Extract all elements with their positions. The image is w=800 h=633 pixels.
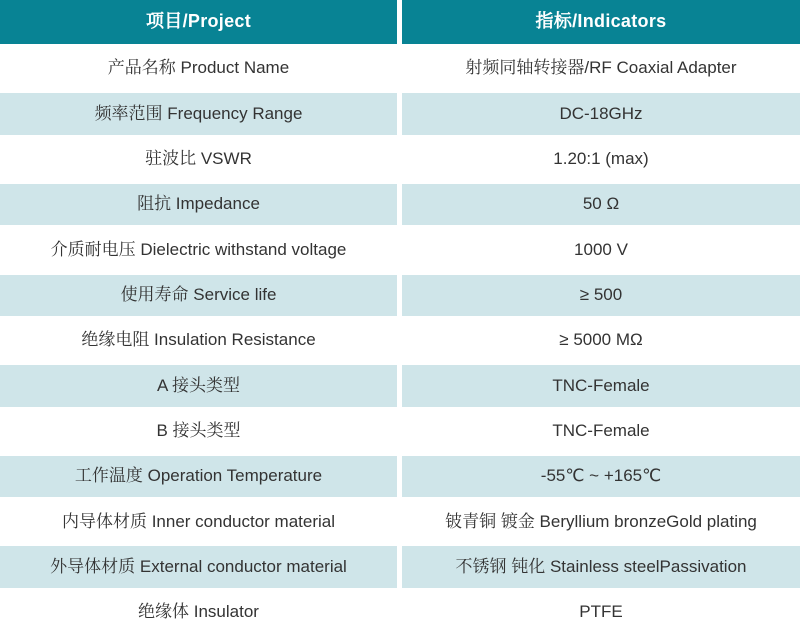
indicator-value: 50 Ω [582,194,620,214]
indicator-cell [402,546,800,587]
indicator-cell [402,411,800,452]
project-cell [0,592,397,633]
project-cell [0,275,397,316]
project-label: 频率范围 Frequency Range [94,103,303,123]
indicator-value: 射频同轴转接器/RF Coaxial Adapter [465,58,737,78]
indicator-value: PTFE [579,602,623,622]
table-row [0,456,800,497]
project-label: 阻抗 Impedance [137,194,260,214]
project-cell [0,184,397,225]
project-cell [0,93,397,134]
header-cell-project: 项目/Project [0,0,397,44]
project-label: 产品名称 Product Name [107,58,290,78]
project-cell [0,546,397,587]
indicator-value: DC-18GHz [559,103,643,123]
indicator-value: 铍青铜 镀金 Beryllium bronzeGold plating [445,511,757,531]
table-row [0,275,800,316]
indicator-cell [402,456,800,497]
project-cell [0,139,397,180]
indicator-cell [402,320,800,361]
indicator-cell [402,592,800,633]
table-row [0,411,800,452]
project-cell [0,48,397,89]
table-header-row [0,0,800,44]
project-cell [0,411,397,452]
project-label: 使用寿命 Service life [120,285,277,305]
project-label: 内导体材质 Inner conductor material [61,511,336,531]
table-row [0,48,800,89]
project-label: 工作温度 Operation Temperature [74,466,323,486]
table-row [0,93,800,134]
indicator-value: -55℃ ~ +165℃ [540,466,662,486]
indicator-cell [402,501,800,542]
project-label: 外导体材质 External conductor material [50,556,347,576]
indicator-value: 1.20:1 (max) [553,149,649,169]
indicator-value: TNC-Female [552,375,650,395]
table-row [0,546,800,587]
project-cell [0,320,397,361]
indicator-value: ≥ 5000 MΩ [559,330,643,350]
table-row [0,229,800,270]
indicator-value: 1000 V [574,239,628,259]
indicator-value: ≥ 500 [579,285,623,305]
indicator-value: TNC-Female [552,420,650,440]
project-label: A 接头类型 [156,375,241,395]
indicator-cell [402,275,800,316]
table-row [0,184,800,225]
table-row [0,501,800,542]
indicator-cell [402,229,800,270]
table-row [0,365,800,406]
project-cell [0,365,397,406]
table-row [0,592,800,633]
project-label: 绝缘体 Insulator [138,602,259,622]
indicator-cell [402,184,800,225]
project-cell [0,501,397,542]
project-label: B 接头类型 [156,420,241,440]
indicator-cell [402,139,800,180]
project-label: 介质耐电压 Dielectric withstand voltage [50,239,347,259]
header-cell-indicators: 指标/Indicators [402,0,800,44]
project-cell [0,456,397,497]
table-row [0,320,800,361]
project-label: 驻波比 VSWR [145,149,252,169]
indicator-cell [402,48,800,89]
indicator-cell [402,93,800,134]
project-cell [0,229,397,270]
project-label: 绝缘电阻 Insulation Resistance [81,330,316,350]
indicator-cell [402,365,800,406]
indicator-value: 不锈钢 钝化 Stainless steelPassivation [455,556,747,576]
table-row [0,139,800,180]
